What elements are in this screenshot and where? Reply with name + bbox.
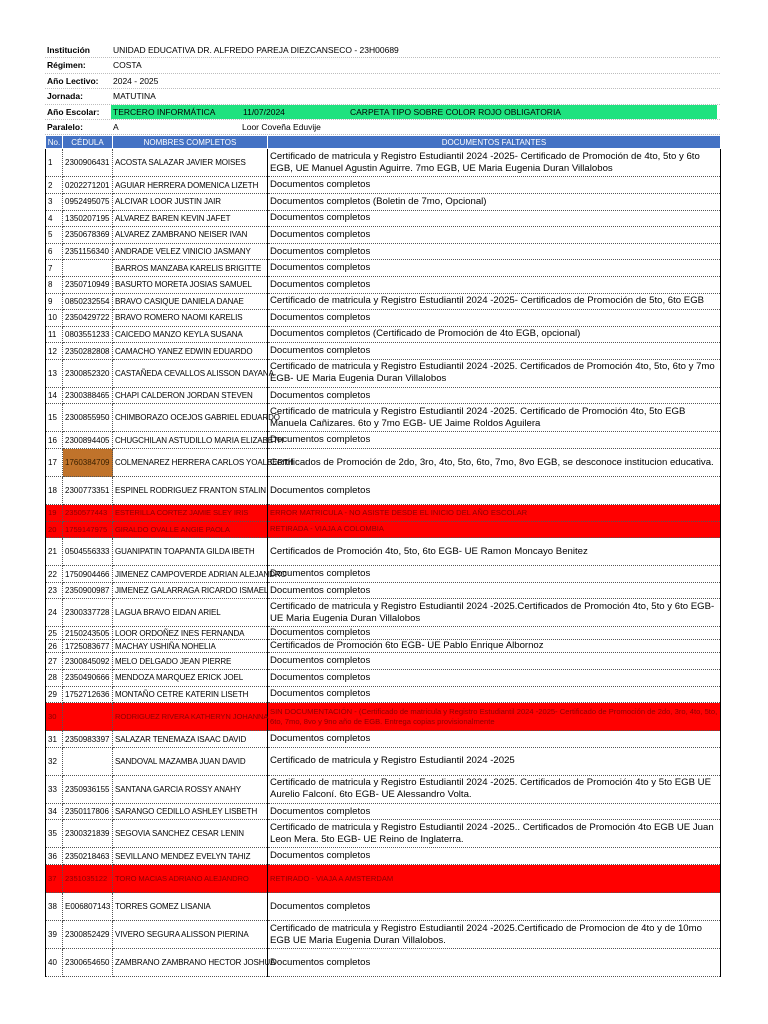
row-cedula: 1725083677 [63, 640, 113, 653]
row-documentos: Documentos completos [268, 243, 721, 260]
row-number: 22 [46, 566, 63, 583]
row-cedula: 1760384709 [63, 449, 113, 477]
row-number: 34 [46, 803, 63, 820]
table-header-row [46, 136, 721, 149]
row-nombre: AGUIAR HERRERA DOMENICA LIZETH [113, 177, 268, 194]
row-documentos: Documentos completos [268, 177, 721, 194]
table-row [46, 599, 721, 627]
table-row [46, 387, 721, 404]
row-number: 30 [46, 703, 63, 731]
row-nombre: GUANIPATIN TOAPANTA GILDA IBETH [113, 538, 268, 566]
col-header-documentos: DOCUMENTOS FALTANTES [268, 136, 721, 149]
table-row [46, 227, 721, 244]
row-number: 32 [46, 747, 63, 775]
table-row [46, 627, 721, 640]
row-number: 25 [46, 627, 63, 640]
table-row [46, 731, 721, 748]
table-row [46, 243, 721, 260]
row-documentos: Documentos completos [268, 803, 721, 820]
row-number: 4 [46, 210, 63, 227]
row-nombre: VIVERO SEGURA ALISSON PIERINA [113, 921, 268, 949]
row-number: 38 [46, 893, 63, 921]
row-documentos: Documentos completos [268, 227, 721, 244]
row-cedula: 2350678369 [63, 227, 113, 244]
institucion-value: UNIDAD EDUCATIVA DR. ALFREDO PAREJA DIEZCANSECO - 23H00689 [113, 45, 399, 55]
regimen-label: Régimen: [47, 60, 86, 71]
table-row [46, 538, 721, 566]
row-cedula: 2350900987 [63, 582, 113, 599]
row-documentos: ERROR MATRICULA - NO ASISTE DESDE EL INICIO DEL AÑO ESCOLAR [268, 505, 721, 522]
row-documentos: Certificado de matricula y Registro Estudiantil 2024 -2025.Certificado de Promocion de 4to y de 10mo EGB UE Maria Eugenia Duran Villalobos. [268, 921, 721, 949]
row-cedula: 0803551233 [63, 326, 113, 343]
row-cedula: 1350207195 [63, 210, 113, 227]
table-row [46, 276, 721, 293]
row-number: 15 [46, 404, 63, 432]
row-documentos: Documentos completos [268, 276, 721, 293]
carpeta-note: CARPETA TIPO SOBRE COLOR ROJO OBLIGATORIA [350, 106, 561, 117]
row-documentos: Documentos completos [268, 582, 721, 599]
regimen-value: COSTA [113, 60, 142, 71]
row-nombre: LAGUA BRAVO EIDAN ARIEL [113, 599, 268, 627]
header-row-anio-escolar [45, 105, 720, 120]
row-nombre: BASURTO MORETA JOSIAS SAMUEL [113, 276, 268, 293]
col-header-cedula: CÉDULA [63, 136, 113, 149]
row-number: 39 [46, 921, 63, 949]
row-cedula: 0952495075 [63, 193, 113, 210]
row-number: 9 [46, 293, 63, 310]
row-documentos: Documentos completos [268, 432, 721, 449]
header-row-regimen [45, 58, 720, 73]
row-cedula: 2300388465 [63, 387, 113, 404]
table-row [46, 703, 721, 731]
row-cedula: 2350577443 [63, 505, 113, 522]
row-documentos: Documentos completos [268, 387, 721, 404]
table-row [46, 505, 721, 522]
row-documentos: Documentos completos [268, 848, 721, 865]
table-row [46, 670, 721, 687]
row-cedula: 2350429722 [63, 310, 113, 327]
row-number: 26 [46, 640, 63, 653]
row-documentos: Certificado de matricula y Registro Estudiantil 2024 -2025 [268, 747, 721, 775]
row-number: 18 [46, 477, 63, 505]
row-nombre: CHUGCHILAN ASTUDILLO MARIA ELIZABETH [113, 432, 268, 449]
row-number: 12 [46, 343, 63, 360]
row-number: 21 [46, 538, 63, 566]
row-number: 28 [46, 670, 63, 687]
table-row [46, 949, 721, 977]
row-number: 29 [46, 686, 63, 703]
row-documentos: Documentos completos [268, 210, 721, 227]
table-row [46, 865, 721, 893]
table-row [46, 775, 721, 803]
row-cedula: 0504556333 [63, 538, 113, 566]
row-nombre: ALVAREZ ZAMBRANO NEISER IVAN [113, 227, 268, 244]
row-nombre: ALVAREZ BAREN KEVIN JAFET [113, 210, 268, 227]
institucion-label: Institución [47, 45, 90, 55]
row-cedula: 2350117806 [63, 803, 113, 820]
fecha-value: 11/07/2024 [243, 106, 285, 117]
row-nombre: ACOSTA SALAZAR JAVIER MOISES [113, 149, 268, 177]
table-row [46, 893, 721, 921]
row-nombre: SEVILLANO MENDEZ EVELYN TAHIZ [113, 848, 268, 865]
row-number: 13 [46, 359, 63, 387]
row-number: 40 [46, 949, 63, 977]
row-documentos: Certificados de Promoción 6to EGB- UE Pablo Enrique Albornoz [268, 640, 721, 653]
table-row [46, 921, 721, 949]
row-nombre: MELO DELGADO JEAN PIERRE [113, 653, 268, 670]
row-nombre: SALAZAR TENEMAZA ISAAC DAVID [113, 731, 268, 748]
row-number: 20 [46, 521, 63, 538]
row-cedula [63, 260, 113, 277]
row-cedula: 1752712636 [63, 686, 113, 703]
row-nombre: ALCIVAR LOOR JUSTIN JAIR [113, 193, 268, 210]
table-row [46, 803, 721, 820]
row-cedula: 2350490666 [63, 670, 113, 687]
row-documentos: Certificado de matricula y Registro Estudiantil 2024 -2025- Certificados de Promoción de 5to, 6to EGB [268, 293, 721, 310]
row-number: 33 [46, 775, 63, 803]
row-cedula: 2300852320 [63, 359, 113, 387]
table-row [46, 310, 721, 327]
docente-name: Loor Coveña Eduvije [242, 121, 321, 132]
row-cedula: 2350218463 [63, 848, 113, 865]
row-number: 37 [46, 865, 63, 893]
row-cedula: 2300894405 [63, 432, 113, 449]
row-nombre: GIRALDO OVALLE ANGIE PAOLA [113, 521, 268, 538]
jornada-value: MATUTINA [113, 91, 156, 102]
row-cedula: 2351156340 [63, 243, 113, 260]
row-documentos: RETIRADO - VIAJA A AMSTERDAM [268, 865, 721, 893]
row-documentos: Documentos completos [268, 686, 721, 703]
row-documentos: Documentos completos [268, 343, 721, 360]
paralelo-label: Paralelo: [47, 121, 83, 132]
row-nombre: SEGOVIA SANCHEZ CESAR LENIN [113, 820, 268, 848]
row-nombre: MENDOZA MARQUEZ ERICK JOEL [113, 670, 268, 687]
col-header-nombres: NOMBRES COMPLETOS [113, 136, 268, 149]
row-nombre: CAMACHO YANEZ EDWIN EDUARDO [113, 343, 268, 360]
row-cedula: 2300845092 [63, 653, 113, 670]
row-documentos: Documentos completos [268, 310, 721, 327]
row-cedula: 1750904466 [63, 566, 113, 583]
row-cedula: E006807143 [63, 893, 113, 921]
anio-lectivo-value: 2024 - 2025 [113, 75, 159, 86]
table-row [46, 210, 721, 227]
table-row [46, 404, 721, 432]
row-nombre: JIMENEZ CAMPOVERDE ADRIAN ALEJANDRO [113, 566, 268, 583]
row-documentos: Certificado de matricula y Registro Estudiantil 2024 -2025.. Certificados de Promoción 4to EGB UE Juan Leon Mera. 5to EGB- UE Reino de Inglaterra. [268, 820, 721, 848]
row-number: 16 [46, 432, 63, 449]
row-nombre: BRAVO ROMERO NAOMI KARELIS [113, 310, 268, 327]
row-documentos: Documentos completos (Certificado de Promoción de 4to EGB, opcional) [268, 326, 721, 343]
row-nombre: SARANGO CEDILLO ASHLEY LISBETH [113, 803, 268, 820]
row-nombre: CASTAÑEDA CEVALLOS ALISSON DAYANA [113, 359, 268, 387]
jornada-label: Jornada: [47, 91, 83, 102]
row-number: 5 [46, 227, 63, 244]
table-row [46, 747, 721, 775]
row-documentos: Documentos completos [268, 653, 721, 670]
row-nombre: SANDOVAL MAZAMBA JUAN DAVID [113, 747, 268, 775]
row-cedula: 2300906431 [63, 149, 113, 177]
row-cedula: 2350983397 [63, 731, 113, 748]
row-number: 8 [46, 276, 63, 293]
row-nombre: COLMENAREZ HERRERA CARLOS YOALBERTH [113, 449, 268, 477]
row-cedula: 2350710949 [63, 276, 113, 293]
row-nombre: MONTAÑO CETRE KATERIN LISETH [113, 686, 268, 703]
row-number: 24 [46, 599, 63, 627]
row-nombre: CHIMBORAZO OCEJOS GABRIEL EDUARDO [113, 404, 268, 432]
row-number: 23 [46, 582, 63, 599]
paralelo-value: A [113, 121, 119, 132]
row-nombre: TORRES GOMEZ LISANIA [113, 893, 268, 921]
row-number: 10 [46, 310, 63, 327]
students-table-body [46, 149, 721, 977]
row-documentos: Certificado de matricula y Registro Estudiantil 2024 -2025. Certificados de Promoción 4to, 5to, 6to y 7mo EGB- UE Maria Eugenia Duran Villalobos [268, 359, 721, 387]
row-nombre: RODRIGUEZ RIVERA KATHERYN JOHANNA [113, 703, 268, 731]
row-number: 35 [46, 820, 63, 848]
row-cedula: 2350282808 [63, 343, 113, 360]
row-number: 31 [46, 731, 63, 748]
table-row [46, 477, 721, 505]
row-cedula: 0850232554 [63, 293, 113, 310]
row-cedula: 2300852429 [63, 921, 113, 949]
row-nombre: SANTANA GARCIA ROSSY ANAHY [113, 775, 268, 803]
row-documentos: RETIRADA - VIAJA A COLOMBIA [268, 521, 721, 538]
table-row [46, 449, 721, 477]
row-documentos: Documentos completos [268, 566, 721, 583]
row-cedula: 1759147975 [63, 521, 113, 538]
row-number: 27 [46, 653, 63, 670]
table-row [46, 820, 721, 848]
row-documentos: Documentos completos [268, 260, 721, 277]
row-cedula [63, 747, 113, 775]
row-documentos: Documentos completos [268, 477, 721, 505]
row-documentos: Certificado de matricula y Registro Estudiantil 2024 -2025. Certificado de Promoción 4to, 5to EGB Manuela Cañizares. 6to y 7mo EGB- UE Jaime Roldos Aguilera [268, 404, 721, 432]
table-row [46, 149, 721, 177]
row-nombre: MACHAY USHIÑA NOHELIA [113, 640, 268, 653]
row-number: 6 [46, 243, 63, 260]
col-header-no: No. [46, 136, 63, 149]
table-row [46, 260, 721, 277]
row-documentos: Documentos completos [268, 670, 721, 687]
table-row [46, 432, 721, 449]
row-documentos: Documentos completos [268, 627, 721, 640]
table-row [46, 293, 721, 310]
row-documentos: Documentos completos [268, 731, 721, 748]
row-nombre: CAICEDO MANZO KEYLA SUSANA [113, 326, 268, 343]
row-documentos: SIN DOCUMENTACIÓN - (Certificado de matricula y Registro Estudiantil 2024 -2025- Certificado de Promoción de 2do, 3ro, 4to, 5to, 6to, 7mo, 8vo y 9no año de EGB. Entrega copias provisionalmente [268, 703, 721, 731]
row-documentos: Documentos completos (Boletin de 7mo, Opcional) [268, 193, 721, 210]
row-nombre: LOOR ORDOÑEZ INES FERNANDA [113, 627, 268, 640]
students-table [45, 135, 721, 977]
anio-lectivo-label: Año Lectivo: [47, 75, 99, 86]
table-row [46, 343, 721, 360]
row-nombre: BRAVO CASIQUE DANIELA DANAE [113, 293, 268, 310]
table-row [46, 359, 721, 387]
table-row [46, 582, 721, 599]
row-cedula: 2350936155 [63, 775, 113, 803]
table-row [46, 653, 721, 670]
header-row-paralelo [45, 120, 720, 135]
row-nombre: ESTERILLA CORTEZ JAMIE SLEY IRIS [113, 505, 268, 522]
header-row-anio-lectivo [45, 74, 720, 89]
header-row-institucion [45, 43, 720, 58]
row-cedula: 2300855950 [63, 404, 113, 432]
row-documentos: Certificados de Promoción de 2do, 3ro, 4to, 5to, 6to, 7mo, 8vo EGB, se desconoce institucion educativa. [268, 449, 721, 477]
row-nombre: JIMENEZ GALARRAGA RICARDO ISMAEL [113, 582, 268, 599]
row-nombre: BARROS MANZABA KARELIS BRIGITTE [113, 260, 268, 277]
row-nombre: ANDRADE VELEZ VINICIO JASMANY [113, 243, 268, 260]
row-cedula [63, 703, 113, 731]
row-cedula: 2300337728 [63, 599, 113, 627]
class-document-sheet [45, 43, 720, 977]
row-nombre: ESPINEL RODRIGUEZ FRANTON STALIN [113, 477, 268, 505]
row-number: 17 [46, 449, 63, 477]
table-row [46, 640, 721, 653]
row-documentos: Documentos completos [268, 949, 721, 977]
anio-escolar-value: TERCERO INFORMÁTICA [113, 106, 216, 117]
anio-escolar-label: Año Escolar: [47, 106, 100, 117]
row-nombre: TORO MACIAS ADRIANO ALEJANDRO [113, 865, 268, 893]
row-number: 19 [46, 505, 63, 522]
row-number: 3 [46, 193, 63, 210]
row-number: 1 [46, 149, 63, 177]
row-number: 14 [46, 387, 63, 404]
row-cedula: 2150243505 [63, 627, 113, 640]
row-documentos: Certificados de Promoción 4to, 5to, 6to EGB- UE Ramon Moncayo Benitez [268, 538, 721, 566]
table-row [46, 848, 721, 865]
table-row [46, 177, 721, 194]
table-row [46, 193, 721, 210]
header-row-jornada [45, 89, 720, 104]
row-documentos: Certificado de matricula y Registro Estudiantil 2024 -2025. Certificados de Promoción 4to y 5to EGB UE Aurelio Falconí. 6to EGB- UE Alessandro Volta. [268, 775, 721, 803]
row-cedula: 2300654650 [63, 949, 113, 977]
row-documentos: Documentos completos [268, 893, 721, 921]
row-documentos: Certificado de matricula y Registro Estudiantil 2024 -2025.Certificados de Promoción 4to, 5to y 6to EGB- UE Maria Eugenia Duran Villalobos [268, 599, 721, 627]
row-documentos: Certificado de matricula y Registro Estudiantil 2024 -2025- Certificado de Promoción de 4to, 5to y 6to EGB, UE Manuel Agustin Aguirre. 7mo EGB, UE Maria Eugenia Duran Villalobos [268, 149, 721, 177]
row-number: 36 [46, 848, 63, 865]
table-row [46, 686, 721, 703]
row-cedula: 0202271201 [63, 177, 113, 194]
row-cedula: 2300773351 [63, 477, 113, 505]
row-number: 11 [46, 326, 63, 343]
table-row [46, 566, 721, 583]
row-nombre: CHAPI CALDERON JORDAN STEVEN [113, 387, 268, 404]
table-row [46, 521, 721, 538]
row-cedula: 2351035122 [63, 865, 113, 893]
row-number: 7 [46, 260, 63, 277]
row-nombre: ZAMBRANO ZAMBRANO HECTOR JOSHUA [113, 949, 268, 977]
row-number: 2 [46, 177, 63, 194]
row-cedula: 2300321839 [63, 820, 113, 848]
table-row [46, 326, 721, 343]
